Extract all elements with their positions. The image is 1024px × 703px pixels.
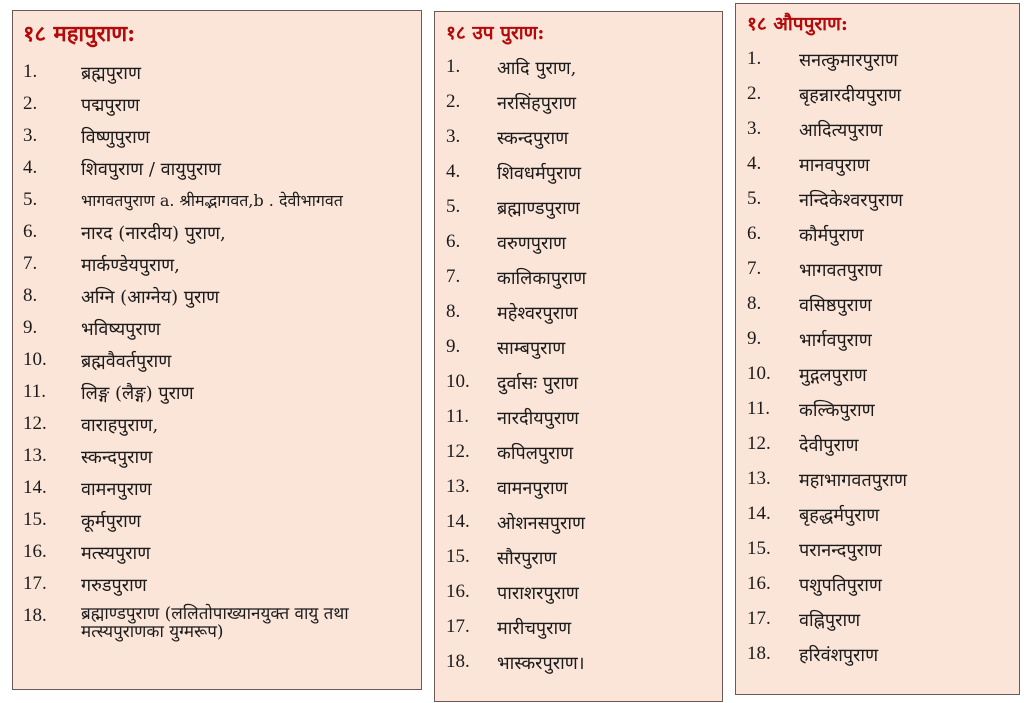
item-number: 13. (23, 445, 47, 466)
item-text: लिङ्ग (लैङ्ग) पुराण (81, 383, 194, 404)
item-number: 10. (446, 371, 470, 392)
item-number: 11. (23, 381, 47, 402)
item-number: 17. (23, 573, 47, 594)
item-number: 6. (446, 231, 461, 252)
item-text: मानवपुराण (799, 155, 870, 176)
item-number: 7. (23, 253, 38, 274)
item-text: देवीपुराण (799, 435, 859, 456)
item-text: हरिवंशपुराण (799, 645, 879, 666)
item-number: 18. (446, 651, 470, 672)
item-text: मुद्गलपुराण (799, 365, 867, 386)
item-text: वामनपुराण (81, 479, 152, 500)
item-number: 1. (23, 61, 38, 82)
item-number: 6. (23, 221, 38, 242)
item-text: ब्रह्माण्डपुराण (ललितोपाख्यानयुक्त वायु तथा मत्स्यपुराणका युग्मरूप) (81, 604, 349, 642)
item-number: 4. (747, 153, 762, 174)
item-number: 5. (23, 189, 38, 210)
item-text: शिवधर्मपुराण (497, 163, 582, 184)
item-number: 4. (23, 157, 38, 178)
item-text: कपिलपुराण (497, 443, 574, 464)
item-number: 13. (747, 468, 771, 489)
item-text: महाभागवतपुराण (799, 470, 907, 491)
item-text: महेश्वरपुराण (497, 303, 578, 324)
item-number: 16. (446, 581, 470, 602)
item-number: 10. (23, 349, 47, 370)
item-text: कौर्मपुराण (799, 225, 864, 246)
item-text: कालिकापुराण (497, 268, 587, 289)
item-text: भार्गवपुराण (799, 330, 872, 351)
item-text: नरसिंहपुराण (497, 93, 577, 114)
aupapurana-title: १८ औपपुराण: (747, 13, 848, 35)
item-text: ब्रह्मपुराण (81, 63, 141, 84)
item-number: 3. (23, 125, 38, 146)
item-text: ब्रह्मवैवर्तपुराण (81, 351, 172, 372)
item-text: ओशनसपुराण (497, 513, 586, 534)
item-text: वरुणपुराण (497, 233, 567, 254)
item-text: वह्निपुराण (799, 610, 861, 631)
item-number: 13. (446, 476, 470, 497)
aupapurana-panel (735, 3, 1020, 695)
item-text: वाराहपुराण, (81, 415, 159, 436)
item-number: 12. (23, 413, 47, 434)
item-number: 18. (23, 605, 47, 626)
item-number: 8. (446, 301, 461, 322)
item-text: मारीचपुराण (497, 618, 572, 639)
upapurana-title: १८ उप पुराण: (446, 22, 545, 44)
item-number: 18. (747, 643, 771, 664)
item-text: भविष्यपुराण (81, 319, 161, 340)
item-number: 8. (747, 293, 762, 314)
item-number: 8. (23, 285, 38, 306)
item-number: 2. (446, 91, 461, 112)
item-number: 14. (747, 503, 771, 524)
item-text: स्कन्दपुराण (497, 128, 569, 149)
item-number: 1. (747, 48, 762, 69)
item-text: बृहद्धर्मपुराण (799, 505, 880, 526)
item-number: 16. (747, 573, 771, 594)
item-text: बृहन्नारदीयपुराण (799, 85, 902, 106)
item-text: साम्बपुराण (497, 338, 566, 359)
item-text: परानन्दपुराण (799, 540, 882, 561)
item-text: आदि पुराण, (497, 58, 577, 79)
item-number: 9. (23, 317, 38, 338)
item-text: आदित्यपुराण (799, 120, 883, 141)
item-number: 15. (446, 546, 470, 567)
item-number: 15. (23, 509, 47, 530)
item-number: 16. (23, 541, 47, 562)
item-text: नारद (नारदीय) पुराण, (81, 223, 226, 244)
item-number: 5. (446, 196, 461, 217)
item-number: 7. (747, 258, 762, 279)
item-text: पद्मपुराण (81, 95, 140, 116)
item-text: मत्स्यपुराण (81, 543, 151, 564)
item-text: सौरपुराण (497, 548, 557, 569)
item-number: 10. (747, 363, 771, 384)
item-text: कूर्मपुराण (81, 511, 141, 532)
item-number: 14. (446, 511, 470, 532)
item-number: 12. (747, 433, 771, 454)
item-number: 1. (446, 56, 461, 77)
item-number: 6. (747, 223, 762, 244)
item-number: 11. (747, 398, 771, 419)
item-number: 11. (446, 406, 470, 427)
mahapurana-title: १८ महापुराण: (23, 21, 136, 47)
item-number: 5. (747, 188, 762, 209)
item-text: नन्दिकेश्वरपुराण (799, 190, 903, 211)
item-text: कल्किपुराण (799, 400, 875, 421)
item-number: 2. (23, 93, 38, 114)
item-number: 14. (23, 477, 47, 498)
item-number: 12. (446, 441, 470, 462)
item-text: ब्रह्माण्डपुराण (497, 198, 580, 219)
item-number: 17. (446, 616, 470, 637)
item-text: अग्नि (आग्नेय) पुराण (81, 287, 220, 308)
item-number: 9. (747, 328, 762, 349)
item-text: स्कन्दपुराण (81, 447, 153, 468)
item-text: सनत्कुमारपुराण (799, 50, 898, 71)
item-number: 3. (747, 118, 762, 139)
item-number: 2. (747, 83, 762, 104)
item-text: दुर्वासः पुराण (497, 373, 579, 394)
item-text: नारदीयपुराण (497, 408, 579, 429)
item-number: 3. (446, 126, 461, 147)
item-text: शिवपुराण / वायुपुराण (81, 159, 222, 180)
item-text: वसिष्ठपुराण (799, 295, 872, 316)
mahapurana-panel (12, 10, 422, 690)
item-text: भास्करपुराण। (497, 653, 585, 674)
item-text: मार्कण्डेयपुराण, (81, 255, 180, 276)
item-number: 4. (446, 161, 461, 182)
item-text: भागवतपुराण a. श्रीमद्भागवत,b . देवीभागवत (81, 191, 343, 210)
item-text: वामनपुराण (497, 478, 568, 499)
item-number: 17. (747, 608, 771, 629)
item-text: पशुपतिपुराण (799, 575, 882, 596)
item-number: 9. (446, 336, 461, 357)
item-number: 15. (747, 538, 771, 559)
item-text: भागवतपुराण (799, 260, 882, 281)
item-text: पाराशरपुराण (497, 583, 579, 604)
item-number: 7. (446, 266, 461, 287)
item-text: गरुडपुराण (81, 575, 147, 596)
item-text: विष्णुपुराण (81, 127, 150, 148)
upapurana-panel (434, 11, 723, 702)
